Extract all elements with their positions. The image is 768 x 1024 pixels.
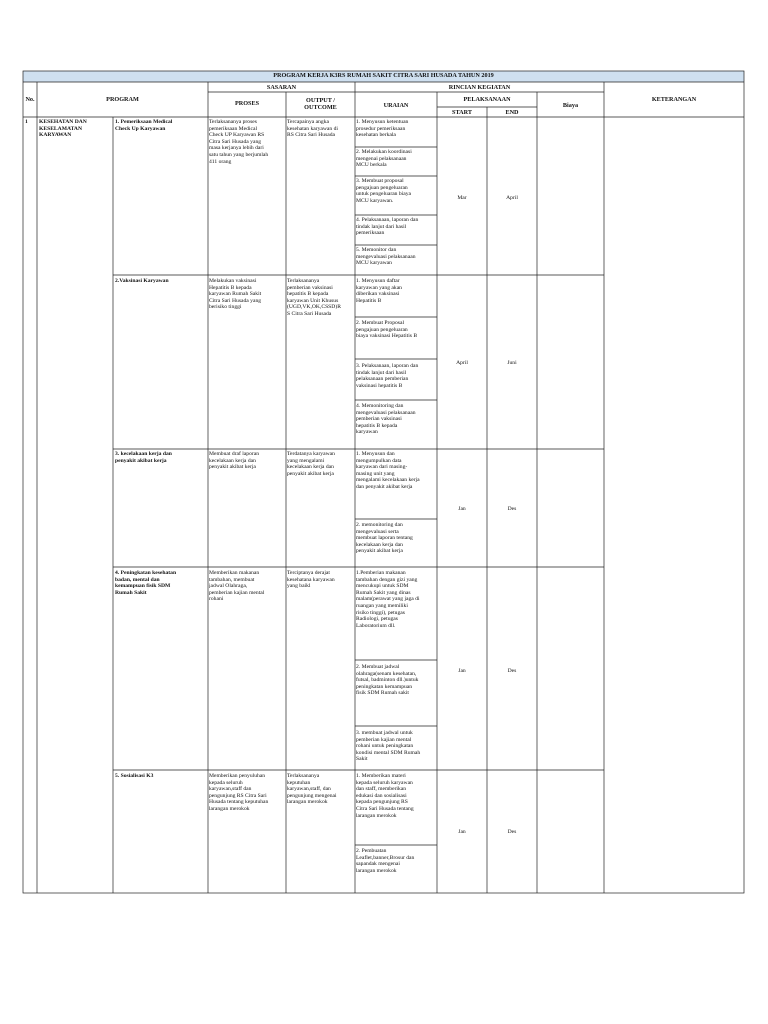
program-proses: Memberikan penyuluhan kepada seluruh karyawan,staff dan pengunjung RS Citra Sari Husada tentang keputuhan larangan merokok	[209, 773, 269, 812]
program-name: 5. Sosialisasi K3	[115, 773, 154, 779]
uraian-item: 4. Pelaksanaan, laporan dan tindak lanjut dari hasil pemeriksaan	[356, 217, 419, 237]
program-proses: Melakukan vaksinasi Hepatitis B kepada karyawan Rumah Sakit Citra Sari Husada yang berisiko tinggi	[209, 278, 262, 311]
uraian-item: 2. Pembuatan Leaflet,banner,Brosur dan sapandak mengenai larangan merokok	[356, 848, 415, 874]
uraian-item: 1. Menyusun ketentuan prosedur pemeriksaan kesehatan berkala	[356, 119, 409, 139]
row-number: 1	[25, 119, 28, 125]
uraian-item: 1. Menyusun daftar karyawan yang akan diberikan vaksinasi Hepatitis B	[356, 278, 402, 304]
program-output: Terdatanya karyawan yang mengalami kecelakaan kerja dan penyakit akibat kerja	[287, 451, 335, 477]
start-month: Jan	[458, 668, 466, 674]
start-month: Mar	[457, 195, 467, 201]
program-proses: Terlaksananya proses pemeriksaan Medical Check UP Karyawan RS Citra Sari Husada yang masa kerjanya lebih dari satu tahun yang berjumlah 411 orang	[209, 119, 269, 165]
program-name: 1. Pemeriksaan Medical Check Up Karyawan	[115, 119, 173, 132]
header-sasaran: SASARAN	[266, 84, 297, 91]
program-name: 2.Vaksinasi Karyawan	[115, 278, 169, 284]
end-month: Des	[507, 668, 517, 674]
header-start: START	[452, 109, 472, 116]
header-program: PROGRAM	[106, 96, 139, 103]
start-month: April	[456, 360, 468, 366]
start-month: Jan	[458, 829, 466, 835]
uraian-item: 1. Memberikan materi kepada seluruh karyawan dan staff, memberikan edukasi dan sosialisasi kepada pengunjung RS Citra Sari Husada tentang larangan merokok	[356, 773, 414, 819]
program-proses: Memberikan makanan tambahan, membuat jadwal Olahraga, pemberian kajian mental rohani	[209, 570, 265, 603]
program-output: Terciptanya derajat kesehatana karyawan yang baikl	[287, 570, 335, 590]
program-proses: Membuat draf laporan kecelakaan kerja dan penyakit akibat kerja	[209, 451, 260, 471]
uraian-item: 1. Menyusun dan mengumpulkan data karyawan dari masing- masing unit yang mengalami kecelakaan kerja dan penyakit akibat kerja	[356, 451, 420, 490]
header-output: OUTPUT / OUTCOME	[304, 97, 337, 111]
header-end: END	[505, 109, 519, 116]
uraian-item: 2. Membuat jadwal olahraga(senam kesehatan, futsal, badminton dll.)untuk peningkatan kemampuan fisik SDM Rumah sakit	[356, 664, 419, 697]
uraian-item: 2. memonitoring dan mengevaluasi serta membuat laporan tentang kecelakaan kerja dan penyakit akibat kerja	[356, 522, 413, 555]
program-output: Tercapainya angka kesehatan karyawan di RS Citra Sari Husada	[287, 119, 338, 139]
program-name: 4. Peningkatan kesehatan badan, mental dan kemampuan fisik SDM Rumah Sakit	[115, 570, 177, 596]
uraian-item: 3. membuat jadwal untuk pemberian kajian mental rohani untuk peningkatan kondisi mental SDM Rumah Sakit	[356, 730, 421, 763]
end-month: Des	[507, 506, 517, 512]
uraian-item: 4. Memonitoring dan mengevaluasi pelaksanaan pemberian vaksinasi hepatitis B kepada karyawan	[356, 403, 416, 436]
uraian-item: 2. Melakukan koordinasi mengenai pelaksanaan MCU berkala	[356, 149, 412, 169]
end-month: April	[506, 195, 518, 201]
document-title: PROGRAM KERJA K3RS RUMAH SAKIT CITRA SARI HUSADA TAHUN 2019	[273, 72, 494, 79]
end-month: Juni	[507, 360, 517, 366]
header-rincian: RINCIAN KEGIATAN	[448, 84, 511, 91]
header-no: No.	[25, 96, 35, 103]
header-pelaksanaan: PELAKSANAAN	[463, 96, 511, 103]
end-month: Des	[507, 829, 517, 835]
header-biaya: Biaya	[562, 102, 579, 109]
header-keterangan: KETERANGAN	[651, 96, 697, 103]
start-month: Jan	[458, 506, 466, 512]
category-label: KESEHATAN DAN KESELAMATAN KARYAWAN	[39, 119, 87, 139]
program-output: Terlaksananya pemberian vaksinasi hepatitis B kepada karyawan Unit Khusus (UGD,VK,OK,CSSD)R S Citra Sari Husada	[287, 278, 341, 317]
program-name: 3. kecelakaan kerja dan penyakit akibat kerja	[115, 451, 172, 464]
header-uraian: URAIAN	[383, 102, 409, 109]
uraian-item: 5. Memonitor dan mengevaluasi pelaksanaan MCU karyawan	[356, 247, 416, 267]
uraian-item: 2. Membuat Proposal pengajuan pengeluaran biaya vaksinasi Hepatitis B	[356, 320, 418, 340]
program-output: Terlaksananya keputuhan karyawan,staff, dan pengunjung mengenai larangan merokok	[287, 773, 337, 806]
uraian-item: 3. Membuat proposal pengajuan pengeluaran untuk pengeluaran biaya MCU karyawan.	[356, 178, 411, 204]
uraian-item: 1.Pemberian makanan tambahan dengan gizi yang mencukupi untuk SDM Rumah Sakit yang dinas malam(perawat yang jaga di ruangan yang memiliki risiko tinggi), petugas Radiologi, petugas Laboratorium dll.	[356, 570, 420, 629]
uraian-item: 3. Pelaksanaan, laporan dan tindak lanjut dari hasil pelaksanaan pemberian vaksinasi hepatitis B	[356, 363, 419, 389]
header-proses: PROSES	[234, 100, 260, 107]
